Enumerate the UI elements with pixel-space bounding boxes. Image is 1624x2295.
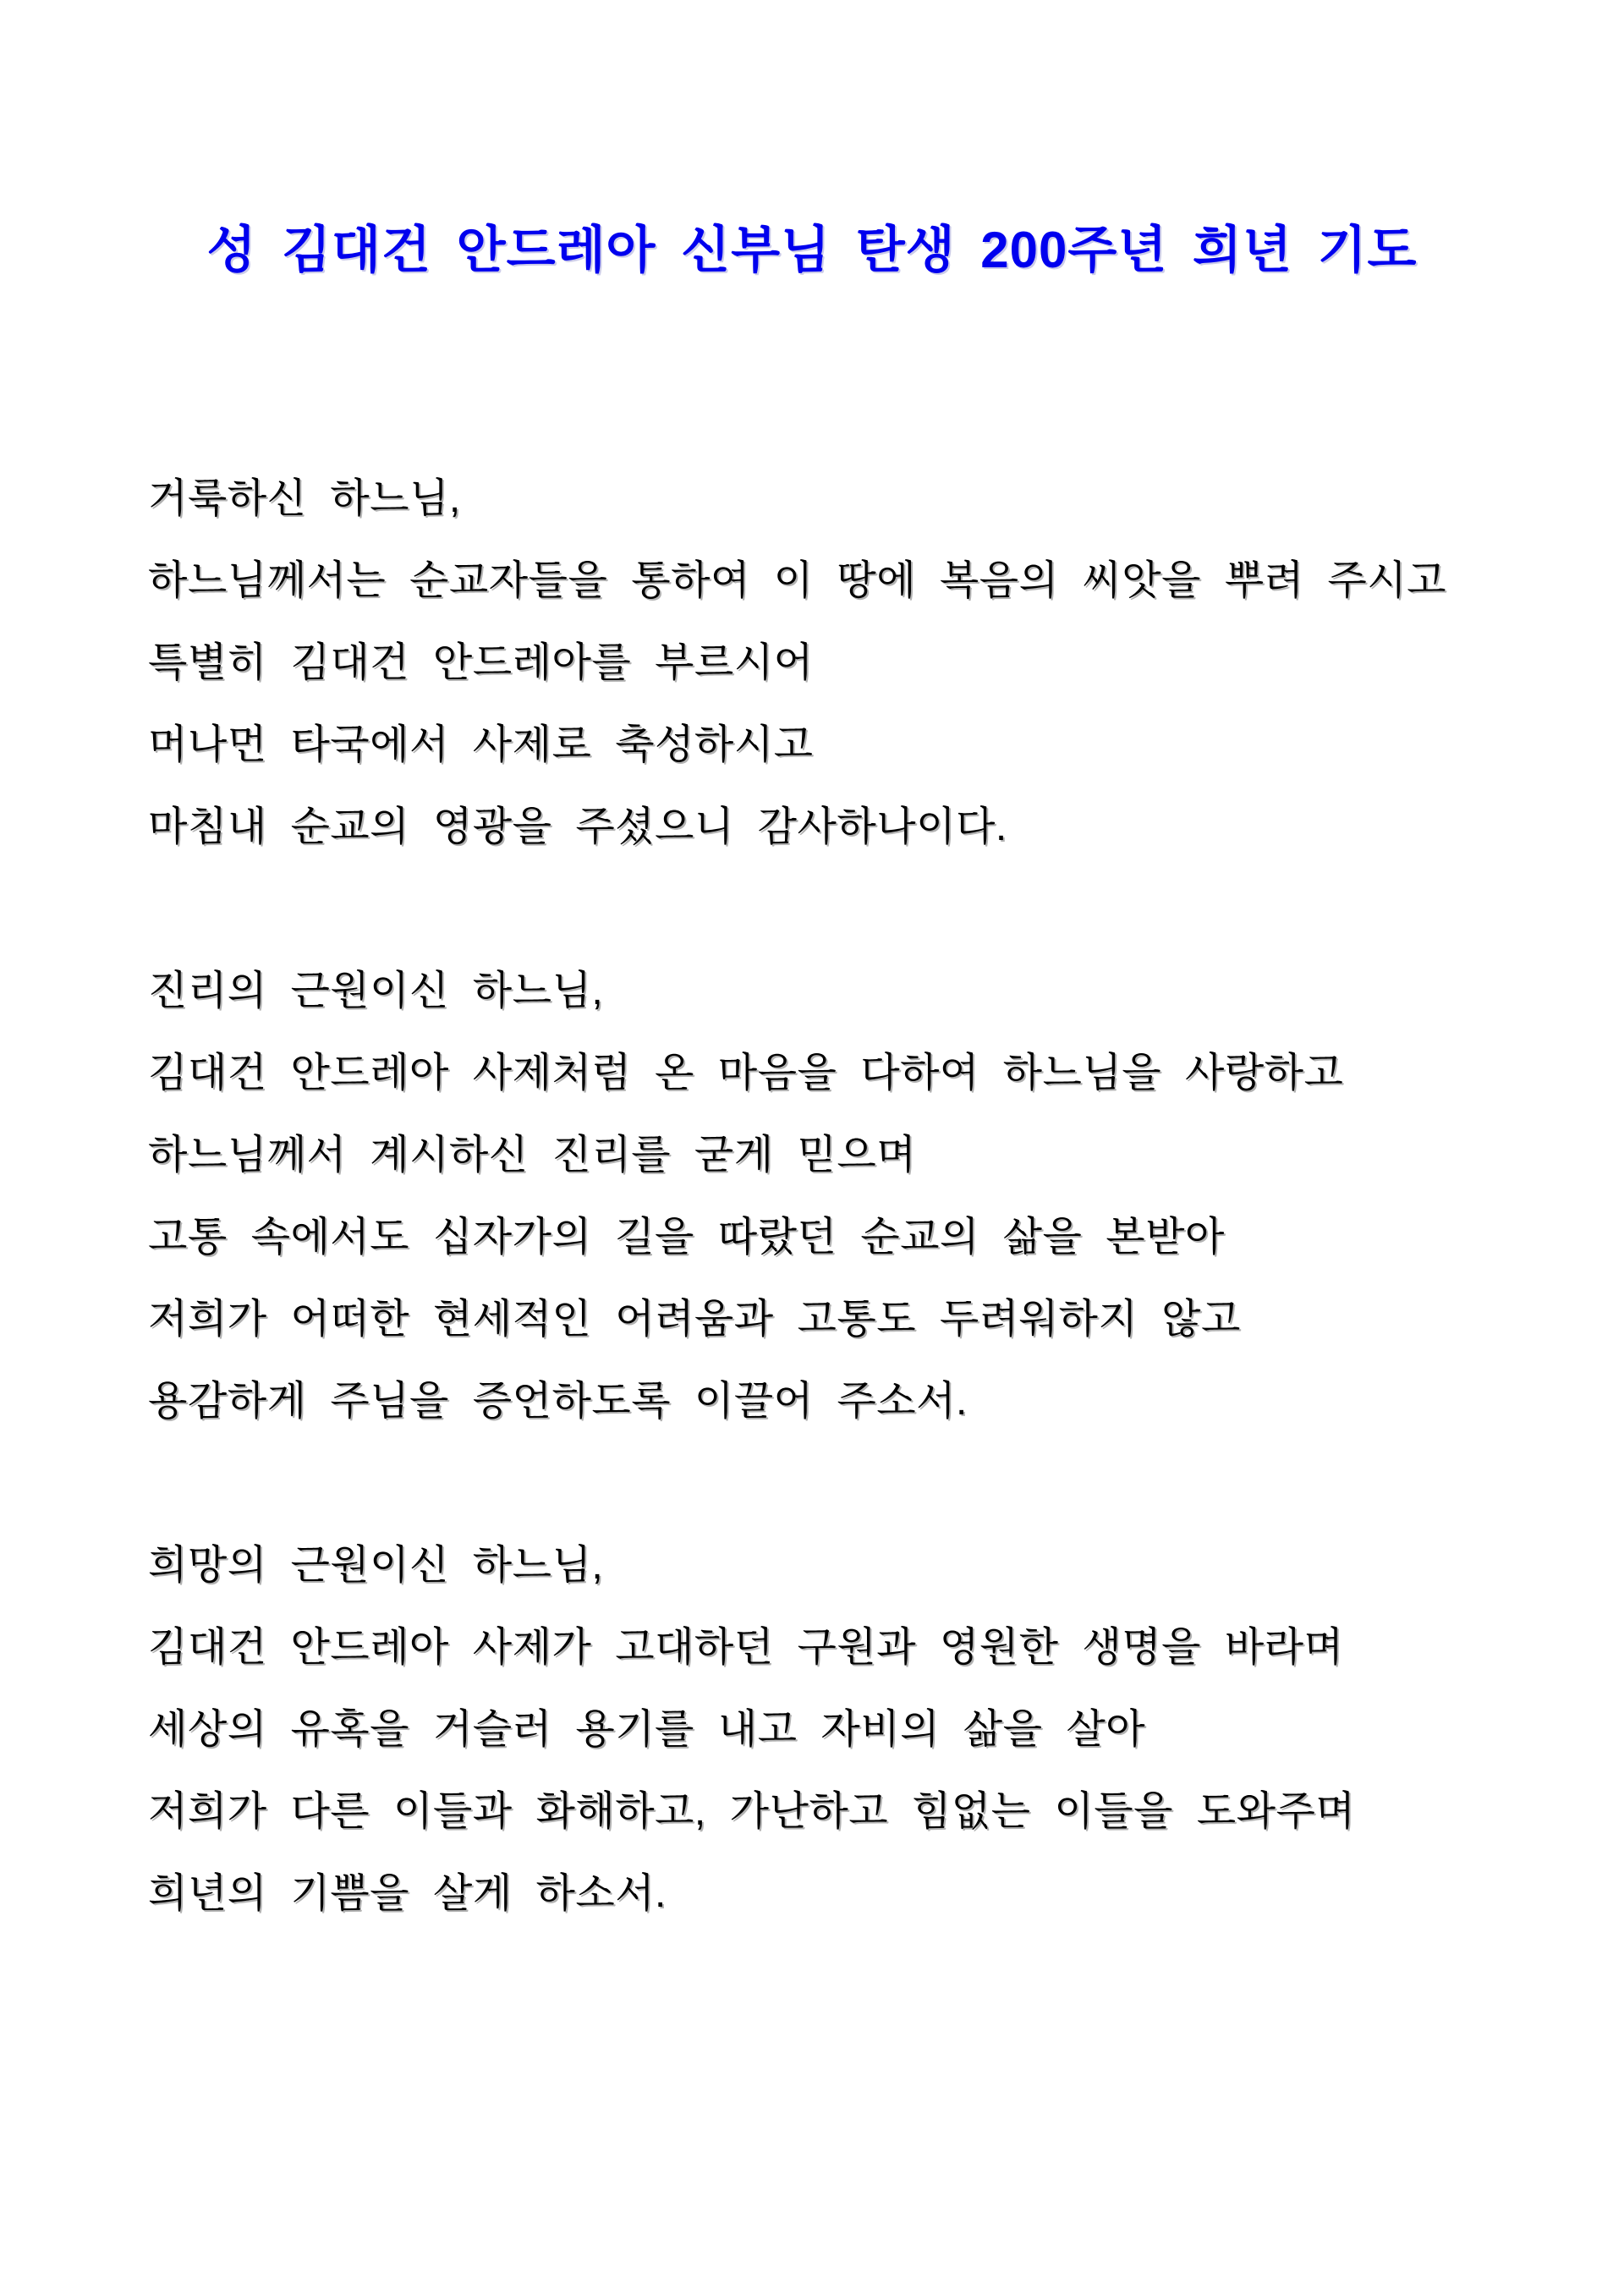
prayer-paragraph-3 bbox=[148, 1524, 1514, 1935]
prayer-line: 특별히 김대건 안드레아를 부르시어 bbox=[148, 640, 814, 685]
prayer-paragraph-2 bbox=[148, 950, 1514, 1442]
prayer-line: 세상의 유혹을 거슬러 용기를 내고 자비의 삶을 살아 bbox=[148, 1707, 1146, 1752]
prayer-line: 김대건 안드레아 사제처럼 온 마음을 다하여 하느님을 사랑하고 bbox=[148, 1051, 1344, 1095]
page-title: 성 김대건 안드레아 신부님 탄생 200주년 희년 기도 bbox=[206, 222, 1418, 278]
prayer-line: 진리의 근원이신 하느님, bbox=[148, 969, 604, 1013]
prayer-line: 저희가 다른 이들과 화해하고, 가난하고 힘없는 이들을 도와주며 bbox=[148, 1789, 1356, 1834]
prayer-line: 용감하게 주님을 증언하도록 이끌어 주소서. bbox=[148, 1379, 968, 1424]
prayer-line: 거룩하신 하느님, bbox=[148, 476, 461, 521]
prayer-line: 하느님께서 계시하신 진리를 굳게 믿으며 bbox=[148, 1133, 917, 1178]
prayer-line: 하느님께서는 순교자들을 통하여 이 땅에 복음의 씨앗을 뿌려 주시고 bbox=[148, 558, 1446, 603]
prayer-line: 고통 속에서도 십자가의 길을 따랐던 순교의 삶을 본받아 bbox=[148, 1215, 1225, 1260]
prayer-line: 마침내 순교의 영광을 주셨으니 감사하나이다. bbox=[148, 804, 1007, 849]
prayer-paragraph-1 bbox=[148, 458, 1514, 868]
prayer-line: 김대건 안드레아 사제가 고대하던 구원과 영원한 생명을 바라며 bbox=[148, 1625, 1344, 1670]
prayer-line: 머나먼 타국에서 사제로 축성하시고 bbox=[148, 722, 814, 767]
prayer-line: 희망의 근원이신 하느님, bbox=[148, 1543, 604, 1588]
prayer-line: 저희가 어떠한 현세적인 어려움과 고통도 두려워하지 않고 bbox=[148, 1297, 1241, 1342]
prayer-body bbox=[0, 458, 1624, 1935]
prayer-line: 희년의 기쁨을 살게 하소서. bbox=[148, 1871, 667, 1916]
